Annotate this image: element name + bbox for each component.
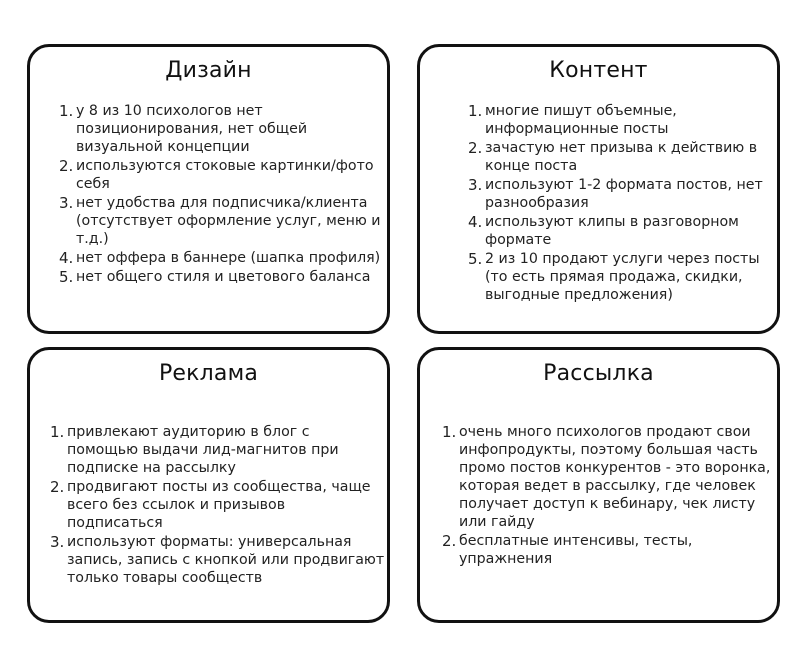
item-number: 5.: [59, 268, 74, 286]
list-item: [59, 194, 381, 248]
issue-list: [50, 423, 385, 588]
item-number: 1.: [468, 102, 483, 120]
item-text: используются стоковые картинки/фото себя: [76, 158, 374, 192]
item-text: нет удобства для подписчика/клиента (отсутствует оформление услуг, меню и т.д.): [76, 195, 381, 247]
list-item: [468, 250, 768, 304]
issue-list: [59, 102, 381, 287]
item-number: 1.: [50, 423, 65, 441]
card-title: Контент: [549, 58, 648, 83]
item-text: привлекают аудиторию в блог с помощью выдачи лид-магнитов при подписке на рассылку: [67, 424, 339, 476]
item-number: 3.: [468, 176, 483, 194]
item-number: 2.: [50, 478, 65, 496]
item-number: 5.: [468, 250, 483, 268]
card-mailing: [417, 347, 780, 623]
item-number: 4.: [468, 213, 483, 231]
list-item: [468, 176, 768, 212]
item-text: очень много психологов продают свои инфопродукты, поэтому большая часть промо постов конкурентов - это воронка, которая ведет в рассылку, где человек получает доступ к вебинару, чек листу или гайду: [459, 424, 771, 530]
issue-list: [468, 102, 768, 305]
item-text: продвигают посты из сообщества, чаще всего без ссылок и призывов подписаться: [67, 479, 371, 531]
item-text: используют форматы: универсальная запись, запись с кнопкой или продвигают только товары сообществ: [67, 534, 385, 586]
list-item: [468, 102, 768, 138]
list-item: [59, 102, 381, 156]
list-item: [468, 139, 768, 175]
item-text: бесплатные интенсивы, тесты, упражнения: [459, 533, 693, 567]
list-item: [59, 157, 381, 193]
item-text: зачастую нет призыва к действию в конце поста: [485, 140, 758, 174]
list-item: [442, 423, 772, 531]
item-number: 3.: [50, 533, 65, 551]
list-item: [50, 423, 385, 477]
list-item: [442, 532, 772, 568]
item-number: 2.: [442, 532, 457, 550]
item-number: 1.: [442, 423, 457, 441]
list-item: [468, 213, 768, 249]
item-number: 1.: [59, 102, 74, 120]
card-ads: [27, 347, 390, 623]
list-item: [50, 478, 385, 532]
item-text: нет общего стиля и цветового баланса: [76, 269, 371, 285]
card-design: [27, 44, 390, 334]
card-content: [417, 44, 780, 334]
item-text: у 8 из 10 психологов нет позиционирования, нет общей визуальной концепции: [76, 103, 308, 155]
item-text: используют клипы в разговорном формате: [485, 214, 739, 248]
list-item: [59, 268, 381, 286]
item-number: 4.: [59, 249, 74, 267]
issue-list: [442, 423, 772, 569]
item-text: многие пишут объемные, информационные посты: [485, 103, 677, 137]
list-item: [50, 533, 385, 587]
item-text: используют 1-2 формата постов, нет разнообразия: [485, 177, 763, 211]
item-text: 2 из 10 продают услуги через посты (то есть прямая продажа, скидки, выгодные предложения): [485, 251, 760, 303]
item-text: нет оффера в баннере (шапка профиля): [76, 250, 381, 266]
item-number: 2.: [59, 157, 74, 175]
card-title: Дизайн: [165, 58, 252, 83]
card-title: Рассылка: [543, 361, 654, 386]
item-number: 3.: [59, 194, 74, 212]
item-number: 2.: [468, 139, 483, 157]
list-item: [59, 249, 381, 267]
card-title: Реклама: [158, 361, 259, 386]
